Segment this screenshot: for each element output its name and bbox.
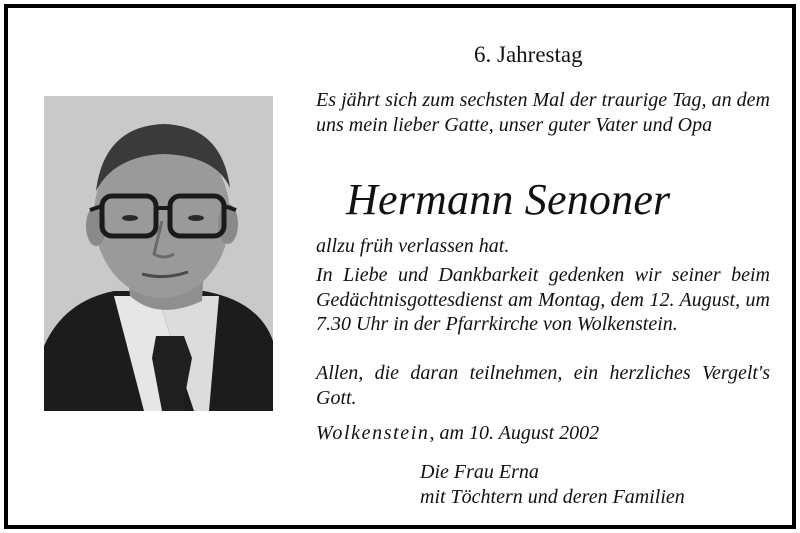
anniversary-heading: 6. Jahrestag (474, 42, 583, 67)
signature-line-1: Die Frau Erna (420, 461, 539, 483)
signature-line-2: mit Töchtern und deren Familien (420, 485, 685, 508)
deceased-name: Hermann Senoner (346, 175, 671, 224)
memorial-service-text: In Liebe und Dankbarkeit gedenken wir seiner beim Gedächtnisgottesdienst am Montag, dem 12. August, um 7.30 Uhr in der Pfarrkirche von Wolkenstein. (316, 264, 770, 335)
signature (420, 460, 685, 509)
place-and-date (316, 422, 599, 445)
obituary-notice (4, 4, 796, 529)
place-name: Wolkenstein (316, 422, 430, 444)
intro-text: Es jährt sich zum sechsten Mal der traurige Tag, an dem uns mein lieber Gatte, unser guter Vater und Opa (316, 89, 770, 136)
portrait-photo (44, 96, 273, 411)
thanks-text: Allen, die daran teilnehmen, ein herzliches Vergelt's Gott. (316, 362, 770, 409)
notice-date: , am 10. August 2002 (429, 422, 600, 444)
left-early-text: allzu früh verlassen hat. (316, 235, 510, 257)
